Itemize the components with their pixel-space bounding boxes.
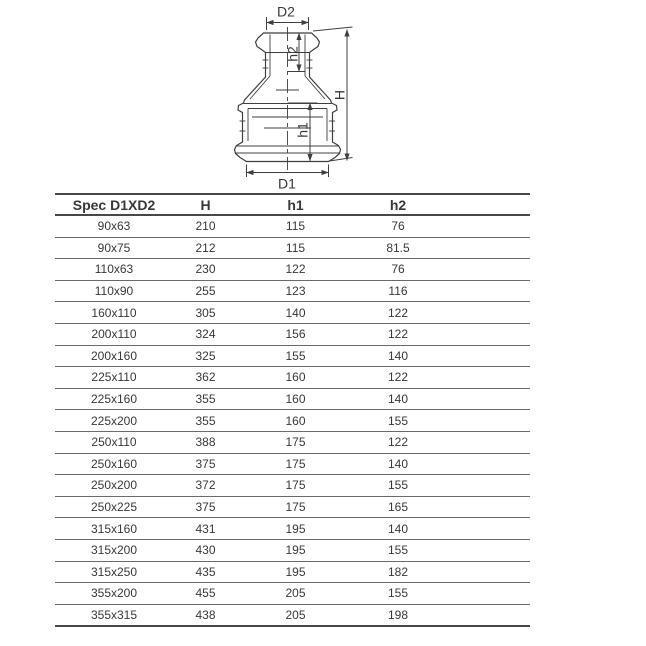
cell-filler	[443, 323, 530, 345]
cell-h2: 182	[353, 561, 443, 583]
cell-filler	[443, 539, 530, 561]
cell-h: 255	[173, 280, 238, 302]
cell-h: 388	[173, 431, 238, 453]
cell-h1: 195	[238, 539, 353, 561]
cell-filler	[443, 280, 530, 302]
cell-filler	[443, 431, 530, 453]
cell-h: 305	[173, 302, 238, 324]
spec-table-body	[55, 215, 530, 626]
cell-h2: 198	[353, 604, 443, 626]
cell-h: 455	[173, 583, 238, 605]
cell-h: 430	[173, 539, 238, 561]
cell-filler	[443, 496, 530, 518]
cell-h1: 156	[238, 323, 353, 345]
table-row	[55, 280, 530, 302]
cell-h: 431	[173, 518, 238, 540]
cell-spec: 160x110	[55, 302, 173, 324]
cell-h1: 155	[238, 345, 353, 367]
cell-h1: 195	[238, 518, 353, 540]
cell-h2: 155	[353, 539, 443, 561]
cell-spec: 315x250	[55, 561, 173, 583]
cell-h2: 122	[353, 302, 443, 324]
dim-label-d2: D2	[277, 3, 295, 20]
cell-spec: 250x110	[55, 431, 173, 453]
table-row	[55, 367, 530, 389]
cell-h2: 165	[353, 496, 443, 518]
cell-h2: 140	[353, 388, 443, 410]
cell-h1: 160	[238, 388, 353, 410]
cell-h2: 116	[353, 280, 443, 302]
header-h2: h2	[353, 194, 443, 215]
cell-spec: 200x110	[55, 323, 173, 345]
table-row	[55, 215, 530, 237]
cell-h2: 122	[353, 367, 443, 389]
cell-h1: 115	[238, 215, 353, 237]
cell-h2: 76	[353, 215, 443, 237]
cell-filler	[443, 259, 530, 281]
cell-h: 210	[173, 215, 238, 237]
cell-filler	[443, 453, 530, 475]
header-row	[55, 194, 530, 215]
cell-filler	[443, 561, 530, 583]
cell-filler	[443, 302, 530, 324]
header-h1: h1	[238, 194, 353, 215]
header-filler	[443, 194, 530, 215]
cell-h1: 122	[238, 259, 353, 281]
cell-filler	[443, 410, 530, 432]
cell-h1: 175	[238, 496, 353, 518]
cell-h: 375	[173, 453, 238, 475]
cell-h: 230	[173, 259, 238, 281]
cell-h2: 122	[353, 323, 443, 345]
table-row	[55, 302, 530, 324]
cell-h2: 76	[353, 259, 443, 281]
cell-h: 438	[173, 604, 238, 626]
cell-spec: 315x160	[55, 518, 173, 540]
table-row	[55, 453, 530, 475]
cell-h: 355	[173, 410, 238, 432]
cell-filler	[443, 604, 530, 626]
table-row	[55, 388, 530, 410]
table-row	[55, 237, 530, 259]
cell-h2: 155	[353, 410, 443, 432]
table-row	[55, 323, 530, 345]
table-row	[55, 410, 530, 432]
table-row	[55, 496, 530, 518]
cell-h2: 122	[353, 431, 443, 453]
cell-h: 375	[173, 496, 238, 518]
header-h: H	[173, 194, 238, 215]
reducer-coupling-diagram	[0, 0, 646, 195]
dim-label-h2: h2	[284, 46, 301, 62]
cell-h: 212	[173, 237, 238, 259]
table-row	[55, 345, 530, 367]
table-row	[55, 259, 530, 281]
table-row	[55, 583, 530, 605]
cell-filler	[443, 583, 530, 605]
table-row	[55, 431, 530, 453]
cell-h: 325	[173, 345, 238, 367]
cell-spec: 250x200	[55, 475, 173, 497]
cell-spec: 200x160	[55, 345, 173, 367]
table-row	[55, 518, 530, 540]
table-row	[55, 561, 530, 583]
cell-spec: 110x63	[55, 259, 173, 281]
cell-filler	[443, 367, 530, 389]
cell-h1: 195	[238, 561, 353, 583]
cell-h: 355	[173, 388, 238, 410]
cell-h: 362	[173, 367, 238, 389]
cell-h2: 140	[353, 345, 443, 367]
cell-h1: 205	[238, 583, 353, 605]
cell-h2: 140	[353, 518, 443, 540]
cell-spec: 225x200	[55, 410, 173, 432]
cell-h1: 175	[238, 475, 353, 497]
cell-filler	[443, 345, 530, 367]
cell-spec: 90x63	[55, 215, 173, 237]
table-row	[55, 604, 530, 626]
cell-h1: 115	[238, 237, 353, 259]
cell-h1: 160	[238, 410, 353, 432]
cell-h: 372	[173, 475, 238, 497]
cell-h: 324	[173, 323, 238, 345]
cell-h1: 160	[238, 367, 353, 389]
cell-spec: 315x200	[55, 539, 173, 561]
cell-spec: 250x225	[55, 496, 173, 518]
dim-label-h1: h1	[294, 122, 311, 138]
cell-h1: 123	[238, 280, 353, 302]
cell-h1: 175	[238, 453, 353, 475]
cell-h1: 205	[238, 604, 353, 626]
spec-table-header	[55, 194, 530, 215]
cell-spec: 355x315	[55, 604, 173, 626]
cell-h2: 155	[353, 583, 443, 605]
cell-h1: 175	[238, 431, 353, 453]
cell-h2: 81.5	[353, 237, 443, 259]
cell-filler	[443, 518, 530, 540]
dim-label-h: H	[331, 89, 348, 101]
cell-filler	[443, 237, 530, 259]
cell-spec: 90x75	[55, 237, 173, 259]
table-row	[55, 475, 530, 497]
cell-filler	[443, 215, 530, 237]
cell-spec: 355x200	[55, 583, 173, 605]
dim-label-d1: D1	[278, 175, 296, 192]
cell-h2: 140	[353, 453, 443, 475]
cell-h2: 155	[353, 475, 443, 497]
cell-h1: 140	[238, 302, 353, 324]
cell-spec: 110x90	[55, 280, 173, 302]
table-row	[55, 539, 530, 561]
cell-filler	[443, 388, 530, 410]
cell-h: 435	[173, 561, 238, 583]
header-spec: Spec D1XD2	[55, 194, 173, 215]
spec-table	[55, 193, 530, 627]
cell-spec: 250x160	[55, 453, 173, 475]
cell-spec: 225x160	[55, 388, 173, 410]
cell-filler	[443, 475, 530, 497]
cell-spec: 225x110	[55, 367, 173, 389]
